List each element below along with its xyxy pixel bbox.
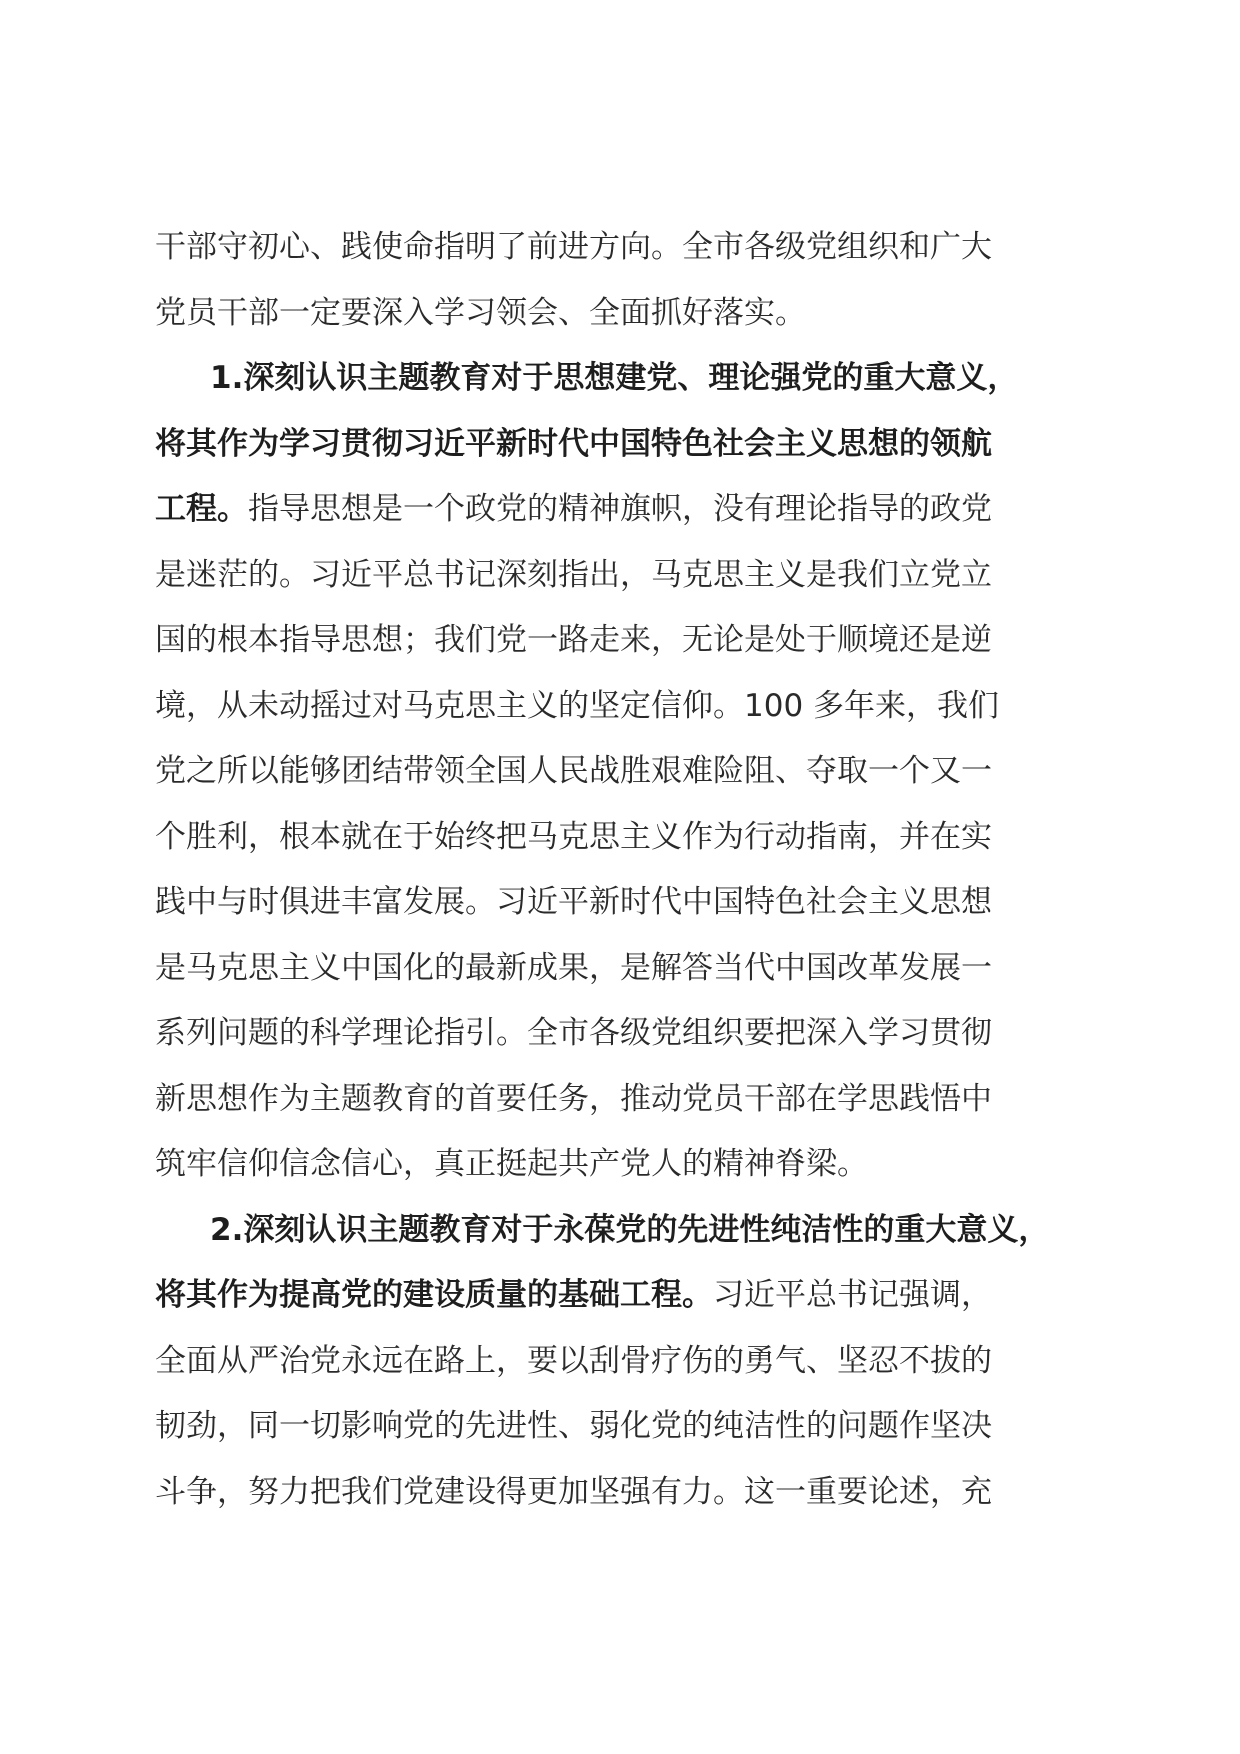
text-line — [155, 477, 1085, 543]
text-line — [155, 805, 1085, 871]
line-text: 践中与时俱进丰富发展。习近平新时代中国特色社会主义思想 — [155, 884, 992, 920]
text-line — [155, 412, 1085, 478]
text-line — [155, 1394, 1085, 1460]
text-line — [155, 739, 1085, 805]
line-text: 是马克思主义中国化的最新成果，是解答当代中国改革发展一 — [155, 949, 992, 986]
line-text: 系列问题的科学理论指引。全市各级党组织要把深入学习贯彻 — [155, 1015, 992, 1051]
text-line — [155, 870, 1085, 936]
line-text: 全面从严治党永远在路上，要以刮骨疗伤的勇气、坚忍不拔的 — [155, 1342, 992, 1379]
line-text: 习近平总书记强调， — [713, 1277, 992, 1313]
section-heading-1 — [155, 346, 1085, 412]
text-line — [155, 1263, 1085, 1329]
line-text: 党员干部一定要深入学习领会、全面抓好落实。 — [155, 294, 806, 331]
line-text: 是迷茫的。习近平总书记深刻指出，马克思主义是我们立党立 — [155, 556, 992, 593]
text-line — [155, 1067, 1085, 1133]
bold-heading: 将其作为提高党的建设质量的基础工程。 — [155, 1277, 713, 1313]
bold-heading: 将其作为学习贯彻习近平新时代中国特色社会主义思想的领航 — [155, 425, 992, 462]
line-text: 斗争，努力把我们党建设得更加坚强有力。这一重要论述，充 — [155, 1473, 992, 1510]
section-heading-2 — [155, 1198, 1085, 1264]
line-text: 干部守初心、践使命指明了前进方向。全市各级党组织和广大 — [155, 229, 992, 265]
text-line — [155, 608, 1085, 674]
line-text: 新思想作为主题教育的首要任务，推动党员干部在学思践悟中 — [155, 1080, 992, 1117]
bold-heading: 1.深刻认识主题教育对于思想建党、理论强党的重大意义， — [210, 360, 1019, 396]
line-text: 筑牢信仰信念信心，真正挺起共产党人的精神脊梁。 — [155, 1146, 868, 1182]
text-line — [155, 281, 1085, 347]
text-line — [155, 1132, 1085, 1198]
text-line — [155, 543, 1085, 609]
text-line — [155, 215, 1085, 281]
line-text: 个胜利，根本就在于始终把马克思主义作为行动指南，并在实 — [155, 818, 992, 855]
line-text: 指导思想是一个政党的精神旗帜，没有理论指导的政党 — [248, 491, 992, 527]
text-line — [155, 1001, 1085, 1067]
line-text: 韧劲，同一切影响党的先进性、弱化党的纯洁性的问题作坚决 — [155, 1408, 992, 1444]
bold-heading: 2.深刻认识主题教育对于永葆党的先进性纯洁性的重大意义， — [210, 1211, 1050, 1248]
line-text: 境，从未动摇过对马克思主义的坚定信仰。100 多年来，我们 — [155, 687, 1000, 724]
line-text: 党之所以能够团结带领全国人民战胜艰难险阻、夺取一个又一 — [155, 753, 992, 789]
text-line — [155, 1460, 1085, 1526]
line-text: 国的根本指导思想；我们党一路走来，无论是处于顺境还是逆 — [155, 622, 992, 658]
text-line — [155, 936, 1085, 1002]
body-text — [155, 215, 1085, 1525]
bold-heading: 工程。 — [155, 491, 248, 527]
text-line — [155, 674, 1085, 740]
text-line — [155, 1329, 1085, 1395]
